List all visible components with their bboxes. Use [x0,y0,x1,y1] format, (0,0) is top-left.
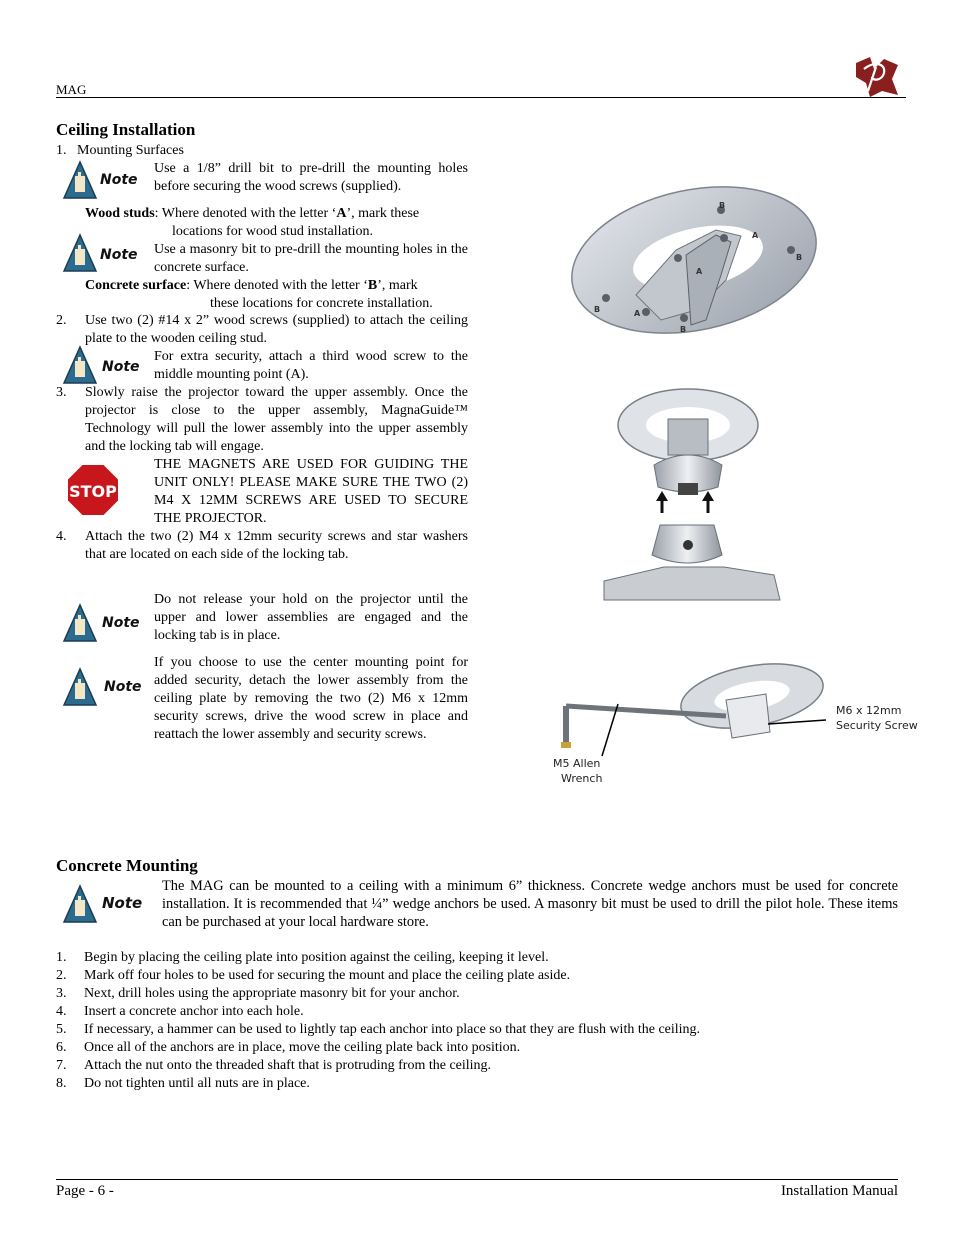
stop-sign-icon [66,463,120,517]
allen-wrench-caption: M5 Allen Wrench [553,757,603,785]
concrete-surface-label: Concrete surface [85,278,187,293]
note-masonry: Use a masonry bit to pre-drill the mounting holes in the concrete surface. [154,242,468,275]
mount-assembly-figure [604,385,780,600]
svg-text:Note: Note [104,679,142,695]
list-item: 8. Do not tighten until all nuts are in place. [56,1076,310,1091]
page-number: Page - 6 - [56,1183,114,1199]
wood-studs-label: Wood studs [85,206,155,221]
wood-studs-text-2: locations for wood stud installation. [172,224,374,239]
note-icon [62,603,140,643]
note-concrete: The MAG can be mounted to a ceiling with a minimum 6” thickness. Concrete wedge anchors must be used for concrete installation. It is recommended that ¼” wedge anchors be used. A masonry bit must be used to drill the pilot hole. These items can be purchased at your local hardware store. [162,878,898,930]
note-icon [62,667,142,707]
list-item: 3. Next, drill holes using the appropriate masonry bit for your anchor. [56,986,460,1001]
svg-text:Note: Note [100,247,138,263]
concrete-heading: Concrete Mounting [56,856,198,875]
step-4-number: 4. [56,529,67,544]
brand-logo [856,57,898,97]
note-center-mount: If you choose to use the center mounting point for added security, detach the lower assembly from the ceiling plate by removing the two (2) M6 x 12mm security screws, drive the wood screw in place and reattach the lower assembly and security screws. [154,655,468,742]
step-3-number: 3. [56,385,67,400]
ceiling-plate-figure [566,180,822,340]
svg-text:STOP: STOP [69,482,117,501]
plate-letter: B [796,253,803,262]
ceiling-item-1: 1. Mounting Surfaces [56,143,184,158]
list-item: 7. Attach the nut onto the threaded shaft that is protruding from the ceiling. [56,1058,492,1073]
list-item: 4. Insert a concrete anchor into each hole. [56,1004,304,1019]
note-drill: Use a 1/8” drill bit to pre-drill the mounting holes before securing the wood screws (supplied). [154,161,468,194]
step-3-text: Slowly raise the projector toward the upper assembly. Once the projector is close to the upper assembly, MagnaGuide™ Technology will pull the lower assembly into the upper assembly and the locking tab will engage. [85,385,468,454]
plate-letter: B [594,305,601,314]
plate-letter: B [680,325,687,334]
note-icon [62,345,140,385]
list-item: 6. Once all of the anchors are in place, move the ceiling plate back into position. [56,1040,521,1055]
svg-text:Note: Note [102,359,140,375]
wood-studs-text: Wood studs: Where denoted with the letter ‘A’, mark these [85,206,420,221]
svg-text:Note: Note [100,172,138,188]
step-2-text: Use two (2) #14 x 2” wood screws (supplied) to attach the ceiling plate to the wooden ceiling stud. [85,313,468,346]
list-item: 1. Begin by placing the ceiling plate into position against the ceiling, keeping it level. [56,950,549,965]
ceiling-heading: Ceiling Installation [56,120,196,139]
footer-rule [56,1179,898,1180]
allen-wrench-figure [556,660,826,760]
note-icon [62,233,136,273]
note-icon [62,884,143,924]
note-hold-projector: Do not release your hold on the projector until the upper and lower assemblies are engaged and the locking tab is in place. [154,592,468,643]
list-item: 2. Mark off four holes to be used for securing the mount and place the ceiling plate aside. [56,968,571,983]
step-2-number: 2. [56,313,67,328]
concrete-surface-text: Concrete surface: Where denoted with the letter ‘B’, mark [85,278,418,293]
svg-text:Note: Note [102,894,143,912]
plate-letter: A [634,309,641,318]
plate-letter: A [696,267,703,276]
header-title: MAG [56,82,87,97]
concrete-steps-list [56,949,898,1093]
svg-text:Note: Note [102,615,140,631]
note-third-screw: For extra security, attach a third wood screw to the middle mounting point (A). [154,349,468,382]
manual-title: Installation Manual [780,1183,898,1199]
list-item: 5. If necessary, a hammer can be used to lightly tap each anchor into place so that they are flush with the ceiling. [56,1022,701,1037]
plate-letter: A [752,231,759,240]
header-rule [56,97,906,98]
step-4-text: Attach the two (2) M4 x 12mm security screws and star washers that are located on each side of the locking tab. [85,529,468,562]
stop-warning-text: THE MAGNETS ARE USED FOR GUIDING THE UNIT ONLY! PLEASE MAKE SURE THE TWO (2) M4 X 12MM SCREWS ARE USED TO SECURE THE PROJECTOR. [154,457,468,526]
security-screw-caption: M6 x 12mm Security Screw [836,704,918,732]
concrete-surface-text-2: these locations for concrete installation. [210,296,433,311]
plate-letter: B [719,201,726,210]
note-icon [62,160,136,200]
